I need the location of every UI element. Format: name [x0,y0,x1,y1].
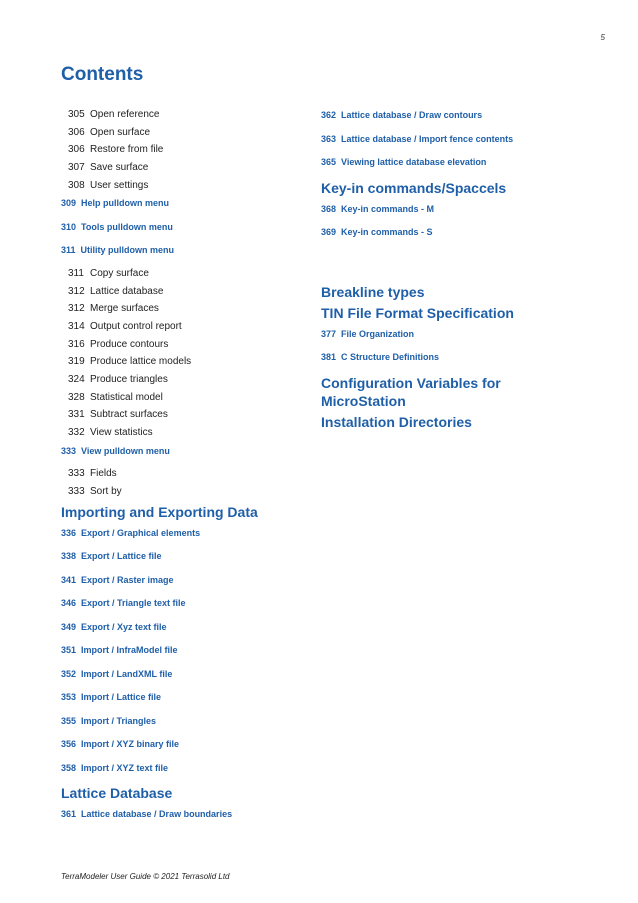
toc-entry-label: Lattice database [90,285,164,297]
toc-entry-label: Lattice database / Draw contours [341,110,483,120]
toc-page-number: 308 [68,179,85,191]
toc-page-number: 349 [61,621,77,632]
toc-entry[interactable] [61,141,311,159]
toc-page-number: 358 [61,762,77,773]
toc-entry-label: Export / Graphical elements [81,527,201,538]
toc-subentry[interactable] [61,735,311,759]
toc-section-breakline[interactable]: Breakline types [321,283,425,300]
toc-section-config[interactable]: Configuration Variables for MicroStation [321,374,501,409]
toc-entry-label: Save surface [90,162,149,174]
toc-subentry[interactable] [61,665,311,689]
toc-entry-label: Lattice database / Draw boundaries [81,809,233,820]
toc-page-number: 332 [68,427,85,439]
toc-page-number: 365 [321,157,337,167]
toc-subentry[interactable] [321,106,611,130]
toc-entry-label: Import / LandXML file [81,668,173,679]
toc-entry-label: Lattice database / Import fence contents [341,133,514,144]
toc-section-tin[interactable]: TIN File Format Specification [321,304,514,321]
toc-entry-label: User settings [90,179,149,191]
toc-entry-label: Sort by [90,486,122,497]
toc-subentry[interactable] [61,712,311,736]
toc-page-number: 368 [321,203,337,214]
toc-entry-label: Import / XYZ text file [81,762,169,773]
toc-subentry[interactable] [61,594,311,618]
toc-entry-help-menu[interactable]: 309 Help pulldown menu [61,198,170,209]
toc-page-number: 314 [68,321,85,332]
toc-page-number: 305 [68,109,85,120]
toc-page-number: 307 [68,162,85,174]
toc-entry[interactable] [61,406,311,424]
toc-entry[interactable] [61,159,311,177]
toc-section-keyin[interactable]: Key-in commands/Spaccels [321,179,507,196]
toc-entry[interactable] [61,106,311,124]
toc-page-number: 352 [61,668,77,679]
toc-subentry[interactable] [321,130,611,154]
toc-entry-label: C Structure Definitions [341,352,440,362]
toc-page-number: 312 [68,285,85,297]
toc-entry[interactable] [61,353,311,371]
toc-entry-tools-menu[interactable]: 310 Tools pulldown menu [61,221,173,232]
toc-entry-label: Produce lattice models [90,356,192,368]
toc-subentry[interactable] [321,200,611,224]
toc-entry-label: Export / Lattice file [81,551,162,562]
toc-subentry[interactable] [61,571,311,595]
toc-page-number: 377 [321,328,337,339]
page-title: Contents [61,64,144,85]
toc-section-importing[interactable]: Importing and Exporting Data [61,503,258,520]
toc-page-number: 361 [61,809,77,820]
toc-entry-label: Produce contours [90,338,169,350]
toc-page-number: 311 [68,267,84,279]
toc-entry-label: Export / Triangle text file [81,598,186,609]
toc-entry[interactable] [61,300,311,318]
toc-subentry[interactable] [61,759,311,783]
toc-entry[interactable] [61,389,311,407]
toc-entry-label: Import / Triangles [81,715,157,726]
toc-entry[interactable] [61,283,311,301]
toc-page-number: 312 [68,303,85,315]
toc-entry-label: Open reference [90,109,160,120]
page-footer: TerraModeler User Guide © 2021 Terrasolid Ltd [61,872,230,881]
toc-entry-label: Export / Xyz text file [81,621,167,632]
toc-page-number: 338 [61,551,77,562]
toc-entry-label: Viewing lattice database elevation [341,157,487,167]
toc-entry-label: Fields [90,468,117,480]
toc-entry-label: Import / InfraModel file [81,645,178,656]
toc-entry[interactable] [61,265,311,283]
toc-page-number: 306 [68,126,85,138]
toc-page-number: 369 [321,227,337,237]
toc-page-number: 346 [61,598,77,609]
toc-entry-label: Key-in commands - S [341,227,433,237]
toc-page-number: 328 [68,391,85,403]
toc-page-number: 353 [61,692,77,703]
toc-page-number: 362 [321,110,337,120]
toc-entry-label: Produce triangles [90,374,168,386]
toc-section-lattice[interactable]: Lattice Database [61,785,173,802]
toc-entry[interactable] [61,318,311,336]
toc-section-install[interactable]: Installation Directories [321,413,472,430]
toc-entry-label: File Organization [341,328,415,339]
toc-subentry[interactable] [321,325,611,349]
toc-entry-label: Subtract surfaces [90,409,168,421]
toc-subentry[interactable] [321,223,611,247]
toc-entry-label: Export / Raster image [81,574,174,585]
toc-entry[interactable] [61,177,311,195]
toc-entry-label: Merge surfaces [90,303,159,315]
toc-entry-label: Key-in commands - M [341,203,435,214]
toc-subentry[interactable] [61,524,311,548]
page-number: 5 [600,33,605,42]
toc-entry[interactable] [61,336,311,354]
toc-page-number: 324 [68,374,85,386]
toc-entry-label: Import / XYZ binary file [81,739,180,750]
toc-entry-label: Output control report [90,321,182,332]
toc-entry[interactable] [61,483,311,501]
toc-subentry[interactable] [321,153,611,177]
toc-subentry[interactable] [61,547,311,571]
toc-subentry[interactable] [61,618,311,642]
toc-entry-label: Copy surface [90,267,149,279]
toc-entry-label: View statistics [90,427,153,439]
toc-page-number: 381 [321,352,337,362]
toc-entry-label: Import / Lattice file [81,692,162,703]
toc-page-number: 306 [68,144,85,156]
toc-entry-utility-menu[interactable]: 311 Utility pulldown menu [61,245,175,256]
toc-page-number: 316 [68,338,85,350]
toc-page-number: 336 [61,527,77,538]
toc-left-column [61,106,311,829]
toc-page-number: 356 [61,739,77,750]
toc-entry-view-menu[interactable]: 333 View pulldown menu [61,445,170,456]
toc-entry-label: Open surface [90,126,151,138]
toc-page-number: 331 [68,409,85,421]
toc-entry-label: Statistical model [90,391,163,403]
toc-subentry[interactable] [61,641,311,665]
toc-page-number: 333 [68,486,85,497]
toc-subentry[interactable] [61,805,311,829]
toc-page-number: 363 [321,133,337,144]
toc-right-column [321,106,611,434]
toc-page-number: 355 [61,715,77,726]
toc-entry[interactable] [61,124,311,142]
toc-page-number: 319 [68,356,85,368]
toc-entry[interactable] [61,465,311,483]
toc-page-number: 351 [61,645,77,656]
toc-page-number: 341 [61,574,77,585]
toc-entry[interactable] [61,424,311,442]
toc-subentry[interactable] [61,688,311,712]
toc-entry-label: Restore from file [90,144,164,156]
toc-entry[interactable] [61,371,311,389]
toc-page-number: 333 [68,468,85,480]
toc-subentry[interactable] [321,348,611,372]
